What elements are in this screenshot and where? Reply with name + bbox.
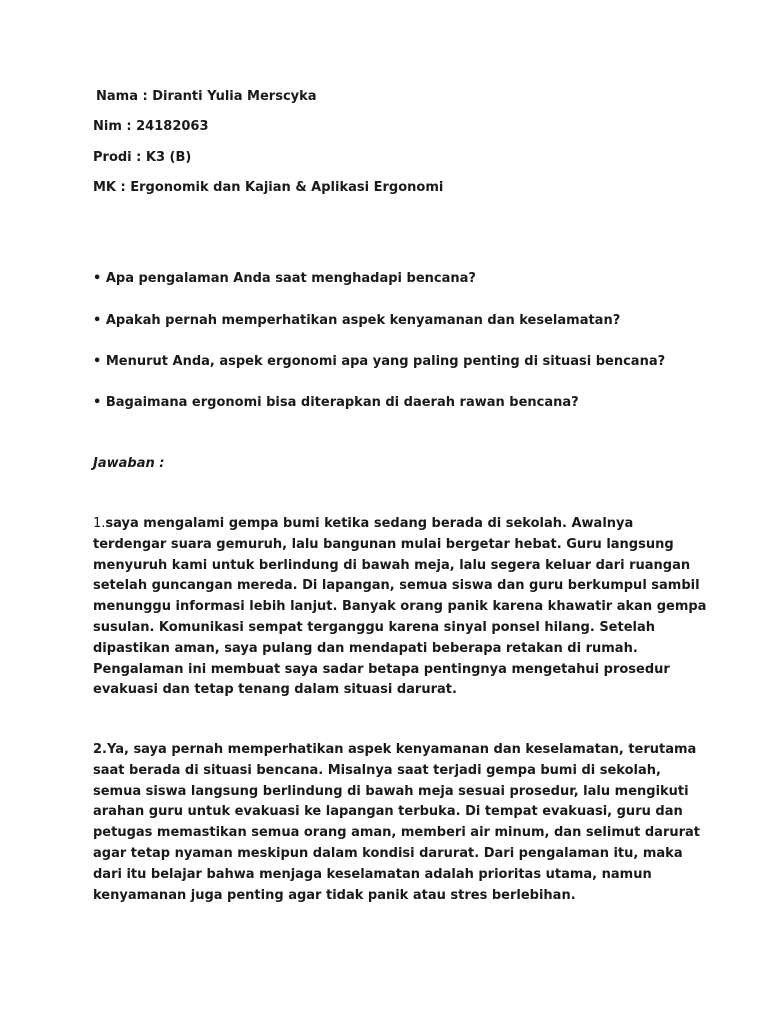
answer-1-number: 1. bbox=[93, 516, 106, 531]
answers-label: Jawaban : bbox=[93, 456, 165, 471]
question-3: • Menurut Anda, aspek ergonomi apa yang paling penting di situasi bencana? bbox=[93, 354, 666, 369]
answer-2-line: 2.Ya, saya pernah memperhatikan aspek kenyamanan dan keselamatan, terutama bbox=[93, 742, 697, 757]
student-nim: Nim : 24182063 bbox=[93, 119, 209, 134]
question-1: • Apa pengalaman Anda saat menghadapi bencana? bbox=[93, 271, 476, 286]
answer-2-paragraph bbox=[93, 740, 701, 906]
answer-1-line-text: saya mengalami gempa bumi ketika sedang berada di sekolah. Awalnya bbox=[105, 516, 634, 531]
student-name: Nama : Diranti Yulia Merscyka bbox=[96, 89, 317, 104]
answer-1-paragraph bbox=[93, 514, 707, 701]
answer-1-line: evakuasi dan tetap tenang dalam situasi darurat. bbox=[93, 682, 457, 698]
answer-2-line: dari itu belajar bahwa menjaga keselamatan adalah prioritas utama, namun bbox=[93, 866, 652, 882]
answer-1-line: dipastikan aman, saya pulang dan mendapati beberapa retakan di rumah. bbox=[93, 640, 638, 656]
question-2: • Apakah pernah memperhatikan aspek kenyamanan dan keselamatan? bbox=[93, 313, 621, 328]
answer-1-line: Pengalaman ini membuat saya sadar betapa pentingnya mengetahui prosedur bbox=[93, 661, 670, 677]
answer-1-line: susulan. Komunikasi sempat terganggu karena sinyal ponsel hilang. Setelah bbox=[93, 619, 656, 635]
answer-1-line: menunggu informasi lebih lanjut. Banyak orang panik karena khawatir akan gempa bbox=[93, 599, 707, 615]
answer-1-line: menyuruh kami untuk berlindung di bawah meja, lalu segera keluar dari ruangan bbox=[93, 557, 691, 573]
answer-2-line: petugas memastikan semua orang aman, memberi air minum, dan selimut darurat bbox=[93, 825, 701, 841]
question-4: • Bagaimana ergonomi bisa diterapkan di daerah rawan bencana? bbox=[93, 395, 579, 410]
answer-2-line: semua siswa langsung berlindung di bawah meja sesuai prosedur, lalu mengikuti bbox=[93, 783, 689, 799]
study-program: Prodi : K3 (B) bbox=[93, 150, 192, 165]
answer-2-line: kenyamanan juga penting agar tidak panik atau stres berlebihan. bbox=[93, 887, 576, 903]
answer-1-line: setelah guncangan mereda. Di lapangan, semua siswa dan guru berkumpul sambil bbox=[93, 578, 700, 594]
answer-1-line: terdengar suara gemuruh, lalu bangunan mulai bergetar hebat. Guru langsung bbox=[93, 536, 674, 552]
answer-2-line: agar tetap nyaman meskipun dalam kondisi darurat. Dari pengalaman itu, maka bbox=[93, 845, 683, 861]
answer-2-line: saat berada di situasi bencana. Misalnya saat terjadi gempa bumi di sekolah, bbox=[93, 762, 661, 778]
course-name: MK : Ergonomik dan Kajian & Aplikasi Ergonomi bbox=[93, 180, 444, 195]
answer-2-line: arahan guru untuk evakuasi ke lapangan terbuka. Di tempat evakuasi, guru dan bbox=[93, 804, 683, 820]
answer-1-line bbox=[93, 514, 683, 535]
